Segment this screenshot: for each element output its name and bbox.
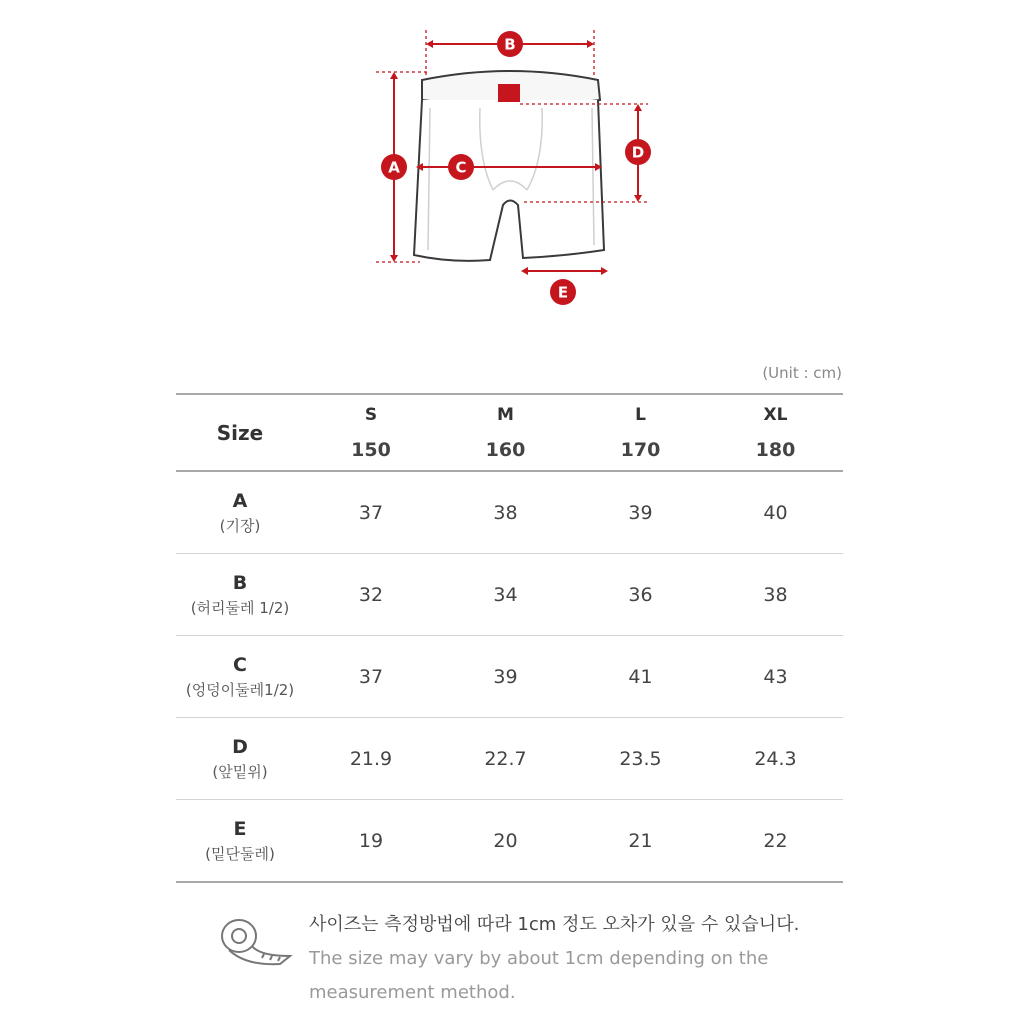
table-cell: 24.3 bbox=[708, 718, 843, 800]
row-label: A (기장) bbox=[176, 471, 304, 554]
marker-e bbox=[550, 279, 576, 305]
table-cell: 39 bbox=[438, 636, 573, 718]
row-label: E (밑단둘레) bbox=[176, 800, 304, 883]
table-cell: 40 bbox=[708, 471, 843, 554]
measuring-tape-icon bbox=[216, 912, 296, 982]
marker-d bbox=[625, 139, 651, 165]
brand-label bbox=[498, 84, 520, 102]
measurement-note bbox=[309, 912, 869, 1010]
svg-text:E: E bbox=[557, 283, 569, 302]
size-column-l: L 170 bbox=[573, 394, 708, 471]
size-column-s: S 150 bbox=[304, 394, 438, 471]
row-label: D (앞밑위) bbox=[176, 718, 304, 800]
note-korean: 사이즈는 측정방법에 따라 1cm 정도 오차가 있을 수 있습니다. bbox=[309, 914, 800, 935]
unit-label: (Unit : cm) bbox=[762, 364, 842, 382]
table-cell: 21 bbox=[573, 800, 708, 883]
table-header-row bbox=[176, 394, 843, 471]
size-chart-table bbox=[176, 393, 843, 883]
table-row bbox=[176, 471, 843, 554]
table-row bbox=[176, 554, 843, 636]
size-column-m: M 160 bbox=[438, 394, 573, 471]
table-cell: 37 bbox=[304, 636, 438, 718]
table-cell: 23.5 bbox=[573, 718, 708, 800]
table-cell: 34 bbox=[438, 554, 573, 636]
table-cell: 22 bbox=[708, 800, 843, 883]
row-label: C (엉덩이둘레1/2) bbox=[176, 636, 304, 718]
table-row bbox=[176, 636, 843, 718]
table-cell: 21.9 bbox=[304, 718, 438, 800]
table-cell: 38 bbox=[708, 554, 843, 636]
table-cell: 39 bbox=[573, 471, 708, 554]
size-header: Size bbox=[176, 394, 304, 471]
svg-text:B: B bbox=[504, 35, 516, 54]
table-row bbox=[176, 800, 843, 883]
marker-c bbox=[448, 154, 474, 180]
table-cell: 22.7 bbox=[438, 718, 573, 800]
table-cell: 37 bbox=[304, 471, 438, 554]
marker-a bbox=[381, 154, 407, 180]
table-cell: 19 bbox=[304, 800, 438, 883]
svg-text:C: C bbox=[455, 158, 467, 177]
table-cell: 32 bbox=[304, 554, 438, 636]
size-column-xl: XL 180 bbox=[708, 394, 843, 471]
note-english: The size may vary by about 1cm depending on the measurement method. bbox=[309, 948, 769, 1003]
row-label: B (허리둘레 1/2) bbox=[176, 554, 304, 636]
marker-b bbox=[497, 31, 523, 57]
shorts-measurement-diagram bbox=[0, 0, 1024, 330]
svg-text:D: D bbox=[631, 143, 645, 162]
table-cell: 38 bbox=[438, 471, 573, 554]
svg-text:A: A bbox=[388, 158, 400, 177]
table-cell: 43 bbox=[708, 636, 843, 718]
table-row bbox=[176, 718, 843, 800]
table-cell: 20 bbox=[438, 800, 573, 883]
table-cell: 36 bbox=[573, 554, 708, 636]
table-cell: 41 bbox=[573, 636, 708, 718]
